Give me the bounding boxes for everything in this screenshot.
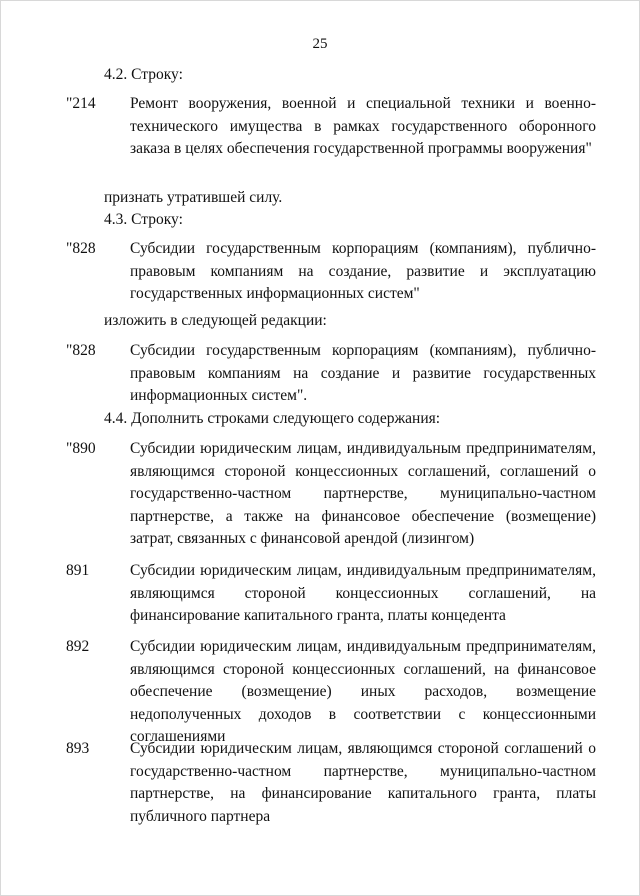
paragraph-4-3: 4.3. Строку:	[104, 211, 183, 228]
entry-828-old	[66, 238, 596, 306]
entry-text: Субсидии государственным корпорациям (компаниям), публично-правовым компаниям на создание и развитие государственных информационных систем".	[130, 342, 596, 404]
entry-text: Субсидии юридическим лицам, индивидуальным предпринимателям, являющимся стороной концессионных соглашений, на финансирование капитального гранта, платы концедента	[130, 562, 596, 624]
entry-code: "890	[66, 440, 96, 457]
entry-214	[66, 93, 596, 161]
entry-code: "828	[66, 240, 96, 257]
entry-891	[66, 560, 596, 628]
entry-893	[66, 738, 596, 828]
paragraph-invalidate: признать утратившей силу.	[104, 189, 283, 206]
paragraph-4-4: 4.4. Дополнить строками следующего содержания:	[104, 410, 441, 427]
entry-code: 892	[66, 638, 90, 655]
entry-text: Субсидии юридическим лицам, индивидуальным предпринимателям, являющимся стороной концессионных соглашений, на финансовое обеспечение (возмещение) иных расходов, возмещение недополученных доходов в соответствии с концессионными соглашениями	[130, 638, 596, 745]
entry-890	[66, 438, 596, 551]
entry-text: Субсидии государственным корпорациям (компаниям), публично-правовым компаниям на создание, развитие и эксплуатацию государственных информационных систем"	[130, 240, 596, 302]
paragraph-4-2: 4.2. Строку:	[104, 66, 183, 83]
entry-code: "828	[66, 342, 96, 359]
entry-code: 891	[66, 562, 90, 579]
entry-828-new	[66, 340, 596, 408]
entry-text: Субсидии юридическим лицам, являющимся стороной соглашений о государственно-частном партнерстве, муниципально-частном партнерстве, на финансирование капитального гранта, платы публичного партнера	[130, 740, 596, 825]
entry-892	[66, 636, 596, 749]
entry-code: "214	[66, 95, 96, 112]
entry-text: Субсидии юридическим лицам, индивидуальным предпринимателям, являющимся стороной концессионных соглашений, соглашений о государственно-частном партнерстве, муниципально-частном партнерстве, а также на финансовое обеспечение (возмещение) затрат, связанных с финансовой арендой (лизингом)	[130, 440, 596, 547]
page-number: 25	[312, 36, 328, 52]
entry-code: 893	[66, 740, 90, 757]
paragraph-edit: изложить в следующей редакции:	[104, 312, 327, 329]
entry-text: Ремонт вооружения, военной и специальной техники и военно-технического имущества в рамках государственного оборонного заказа в целях обеспечения государственной программы вооружения"	[130, 95, 596, 157]
